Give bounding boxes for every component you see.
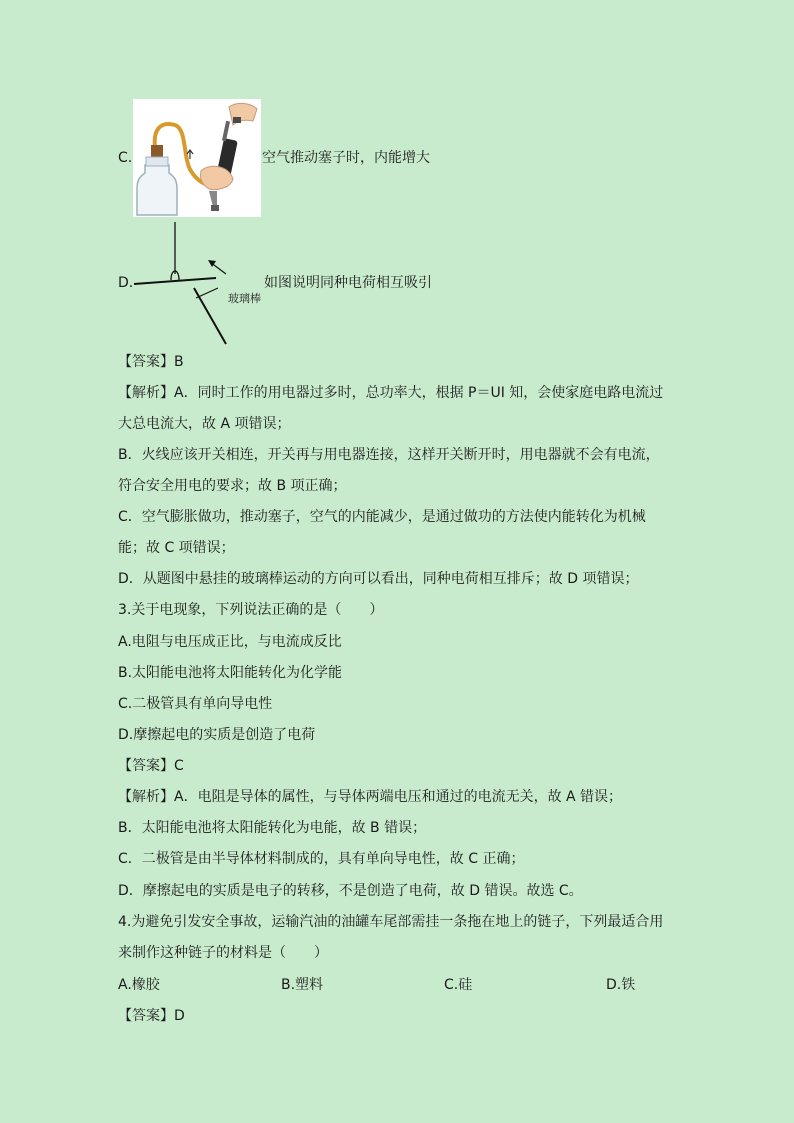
analysis-line: 大总电流大，故 A 项错误； — [118, 416, 291, 432]
suspended-rod — [134, 278, 216, 284]
analysis-line: D．摩擦起电的实质是电子的转移，不是创造了电荷，故 D 错误。故选 C。 — [118, 883, 583, 899]
bottle — [137, 165, 177, 215]
question-4-option-c: C.硅 — [444, 977, 473, 993]
analysis-line: 符合安全用电的要求；故 B 项正确； — [118, 478, 347, 494]
analysis-line: C．空气膨胀做功，推动塞子，空气的内能减少，是通过做功的方法使内能转化为机械 — [118, 509, 646, 525]
analysis-line: B．太阳能电池将太阳能转化为电能，故 B 错误； — [118, 820, 427, 836]
pump-bottle-figure — [133, 99, 261, 217]
option-d-letter: D. — [118, 275, 134, 291]
question-3-option-a: A.电阻与电压成正比，与电流成反比 — [118, 634, 342, 650]
question-3-option-c: C.二极管具有单向导电性 — [118, 696, 273, 712]
question-4-stem: 4.为避免引发安全事故，运输汽油的油罐车尾部需挂一条拖在地上的链子，下列最适合用 — [118, 914, 664, 930]
question-3-stem: 3.关于电现象，下列说法正确的是（ ） — [118, 602, 384, 618]
question-3-option-d: D.摩擦起电的实质是创造了电荷 — [118, 727, 316, 743]
answer-line: 【答案】C — [118, 758, 184, 774]
question-4-answer: 【答案】D — [118, 1008, 185, 1024]
option-d-text: 如图说明同种电荷相互吸引 — [264, 275, 432, 291]
analysis-line: B．火线应该开关相连，开关再与用电器连接，这样开关断开时，用电器就不会有电流， — [118, 447, 660, 463]
analysis-line: C．二极管是由半导体材料制成的，具有单向导电性，故 C 正确； — [118, 851, 525, 867]
option-c-text: 空气推动塞子时，内能增大 — [262, 150, 430, 166]
question-3-option-b: B.太阳能电池将太阳能转化为化学能 — [118, 665, 343, 681]
question-4-option-d: D.铁 — [606, 977, 636, 993]
analysis-line: D．从题图中悬挂的玻璃棒运动的方向可以看出，同种电荷相互排斥；故 D 项错误； — [118, 571, 639, 587]
analysis-line: 能；故 C 项错误； — [118, 540, 235, 556]
analysis-line: 【解析】A．电阻是导体的属性，与导体两端电压和通过的电流无关，故 A 错误； — [118, 789, 623, 805]
question-4-option-b: B.塑料 — [281, 977, 324, 993]
question-4-option-a: A.橡胶 — [118, 977, 160, 993]
option-c-letter: C. — [118, 150, 133, 166]
analysis-line: 【解析】A．同时工作的用电器过多时，总功率大，根据 P＝UI 知，会使家庭电路电流过 — [118, 385, 664, 401]
question-4-stem: 来制作这种链子的材料是（ ） — [118, 945, 328, 961]
answer-line: 【答案】B — [118, 354, 184, 370]
suspended-rod-figure — [130, 218, 270, 348]
glass-rod-label: 玻璃棒 — [228, 292, 261, 305]
